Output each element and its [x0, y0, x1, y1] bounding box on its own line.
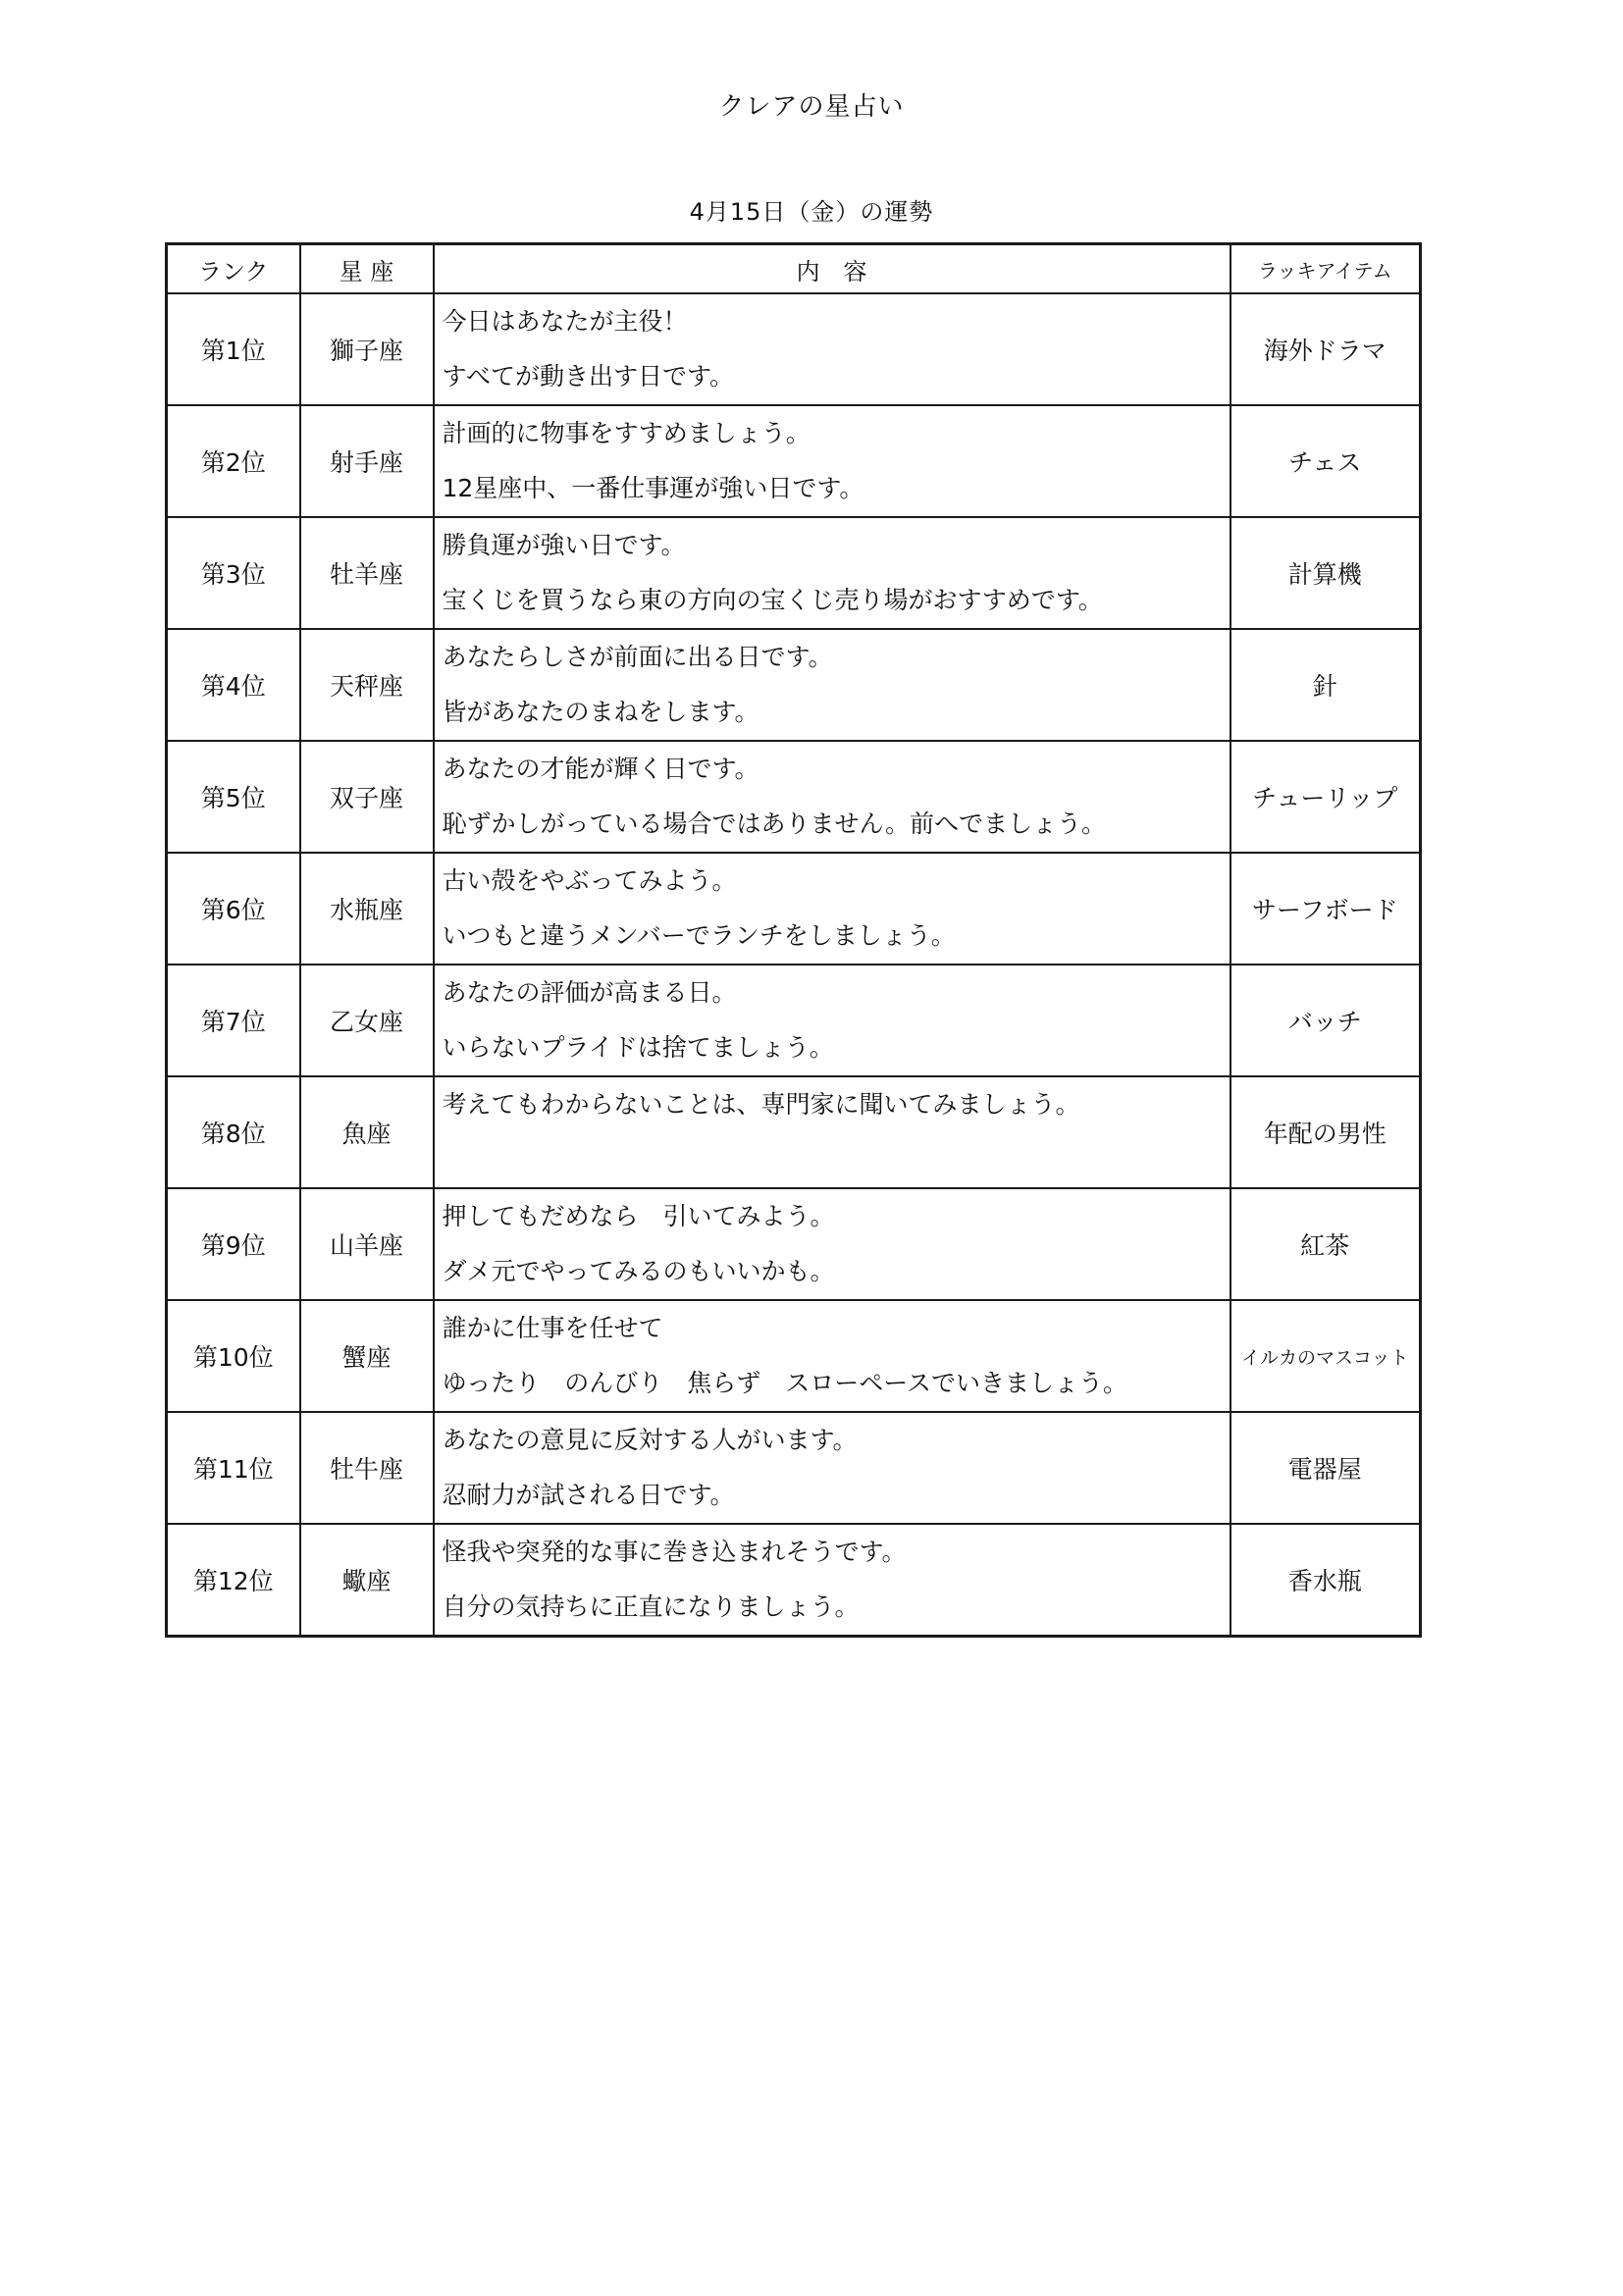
table-row [167, 741, 1421, 853]
content-line-2: すべてが動き出す日です。 [442, 362, 735, 391]
content-cell [434, 405, 1230, 517]
lucky-item-cell: 香水瓶 [1230, 1524, 1421, 1637]
sign-cell: 獅子座 [300, 293, 434, 405]
rank-cell: 第8位 [167, 1076, 300, 1188]
rank-cell: 第3位 [167, 517, 300, 629]
content-cell [434, 517, 1230, 629]
content-cell [434, 629, 1230, 741]
content-line-2: いらないプライドは捨てましょう。 [442, 1033, 834, 1062]
rank-cell: 第4位 [167, 629, 300, 741]
content-cell [434, 1188, 1230, 1300]
content-line-1: あなたの評価が高まる日。 [442, 978, 737, 1007]
content-line-2: 皆があなたのまねをします。 [442, 698, 759, 726]
content-line-1: 今日はあなたが主役！ [442, 307, 688, 336]
lucky-item-cell: 海外ドラマ [1230, 293, 1421, 405]
table-row [167, 1076, 1421, 1188]
content-line-1: 怪我や突発的な事に巻き込まれそうです。 [442, 1538, 907, 1566]
table-row [167, 853, 1421, 965]
lucky-item-cell: 紅茶 [1230, 1188, 1421, 1300]
header-rank: ランク [167, 244, 300, 294]
content-line-2: 宝くじを買うなら東の方向の宝くじ売り場がおすすめです。 [442, 586, 1103, 614]
lucky-item-cell: バッチ [1230, 965, 1421, 1076]
table-row [167, 293, 1421, 405]
lucky-item-cell: 計算機 [1230, 517, 1421, 629]
content-cell [434, 741, 1230, 853]
table-row [167, 1188, 1421, 1300]
content-line-2: ゆったり のんびり 焦らず スローペースでいきましょう。 [442, 1369, 1128, 1397]
content-cell [434, 1524, 1230, 1637]
content-line-1: あなたの才能が輝く日です。 [442, 755, 759, 783]
lucky-item-cell: チェス [1230, 405, 1421, 517]
rank-cell: 第10位 [167, 1300, 300, 1412]
content-cell [434, 293, 1230, 405]
sign-cell: 魚座 [300, 1076, 434, 1188]
sign-cell: 牡牛座 [300, 1412, 434, 1524]
content-cell [434, 965, 1230, 1076]
content-line-2: 12星座中、一番仕事運が強い日です。 [442, 474, 864, 502]
table-row [167, 1524, 1421, 1637]
content-cell [434, 1412, 1230, 1524]
sign-cell: 蟹座 [300, 1300, 434, 1412]
rank-cell: 第9位 [167, 1188, 300, 1300]
content-line-2: ダメ元でやってみるのもいいかも。 [442, 1257, 835, 1285]
content-cell [434, 853, 1230, 965]
lucky-item-cell: 電器屋 [1230, 1412, 1421, 1524]
fortune-table [165, 242, 1422, 1638]
content-cell [434, 1300, 1230, 1412]
content-line-2 [443, 1132, 1224, 1187]
sign-cell: 山羊座 [300, 1188, 434, 1300]
rank-cell: 第5位 [167, 741, 300, 853]
table-row [167, 1412, 1421, 1524]
content-line-1: 押してもだめなら 引いてみよう。 [442, 1202, 835, 1230]
rank-cell: 第6位 [167, 853, 300, 965]
content-line-2: 自分の気持ちに正直になりましょう。 [442, 1592, 860, 1621]
table-header [167, 244, 1421, 294]
rank-cell: 第12位 [167, 1524, 300, 1637]
lucky-item-cell: 針 [1230, 629, 1421, 741]
lucky-item-cell: チューリップ [1230, 741, 1421, 853]
table-row [167, 405, 1421, 517]
lucky-item-cell: サーフボード [1230, 853, 1421, 965]
content-line-1: 古い殻をやぶってみよう。 [442, 866, 737, 895]
lucky-item-cell: 年配の男性 [1230, 1076, 1421, 1188]
table-row [167, 1300, 1421, 1412]
content-line-1: あなたの意見に反対する人がいます。 [442, 1426, 858, 1454]
sign-cell: 乙女座 [300, 965, 434, 1076]
header-sign: 星 座 [300, 244, 434, 294]
lucky-item-cell: イルカのマスコット [1230, 1300, 1421, 1412]
header-content: 内 容 [434, 244, 1230, 294]
sign-cell: 蠍座 [300, 1524, 434, 1637]
sign-cell: 天秤座 [300, 629, 434, 741]
header-lucky-item: ラッキアイテム [1230, 244, 1421, 294]
table-row [167, 629, 1421, 741]
content-line-1: 誰かに仕事を任せて [442, 1314, 663, 1342]
page-title: クレアの星占い [718, 92, 905, 122]
sign-cell: 水瓶座 [300, 853, 434, 965]
content-line-2: 恥ずかしがっている場合ではありません。前へでましょう。 [442, 809, 1107, 838]
table-row [167, 517, 1421, 629]
content-line-2: 忍耐力が試される日です。 [442, 1481, 735, 1509]
sign-cell: 双子座 [300, 741, 434, 853]
table-row [167, 965, 1421, 1076]
rank-cell: 第1位 [167, 293, 300, 405]
sign-cell: 牡羊座 [300, 517, 434, 629]
content-line-1: あなたらしさが前面に出る日です。 [442, 643, 833, 671]
date-heading: 4月15日（金）の運勢 [689, 198, 934, 226]
content-line-2: いつもと違うメンバーでランチをしましょう。 [442, 921, 956, 950]
sign-cell: 射手座 [300, 405, 434, 517]
content-cell [434, 1076, 1230, 1188]
rank-cell: 第7位 [167, 965, 300, 1076]
content-line-1: 計画的に物事をすすめましょう。 [442, 419, 811, 447]
table-body [167, 293, 1421, 1637]
rank-cell: 第11位 [167, 1412, 300, 1524]
rank-cell: 第2位 [167, 405, 300, 517]
content-line-1: 考えてもわからないことは、専門家に聞いてみましょう。 [442, 1090, 1080, 1119]
content-line-1: 勝負運が強い日です。 [442, 531, 686, 559]
